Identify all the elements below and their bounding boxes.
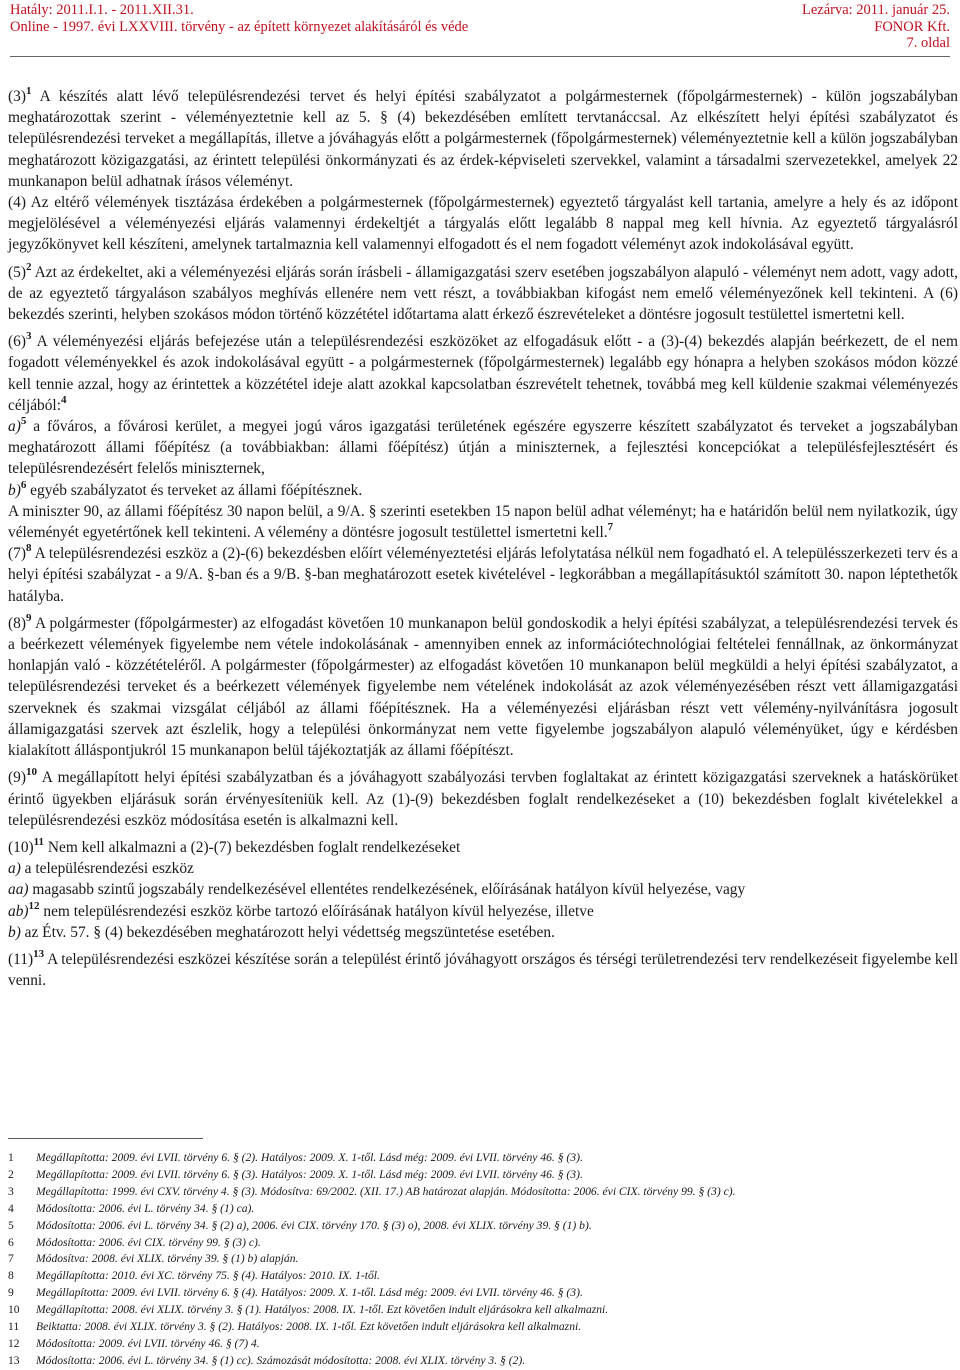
document-body bbox=[8, 86, 958, 991]
paragraph-6: $(6)^3$ A véleményezési eljárás befejezése után a településrendezési eszközöket az elfogadásuk előtt - a (3)-(4) bekezdés alapján beérkezett, de el nem fogadott véleményekkel és azok indokolásával együtt - a polgármesternek (főpolgármesternek) legalább egy hónapra a helyben szokásos módon közzé kell tennie azzal, hogy az érintettek a közzététel ideje alatt azokkal kapcsolatban észrevételt tehetnek, továbbá meg kell küldenie szakmai véleményezés céljából:$^4$ bbox=[8, 330, 958, 414]
footnote-ref[interactable]: 2 bbox=[25, 260, 32, 273]
footnote-item: 4 Módosította: 2006. évi L. törvény 34. § (1) ca). bbox=[8, 1201, 255, 1215]
footnote-item: 10 Megállapította: 2008. évi XLIX. törvény 3. § (1). Hatályos: 2008. IX. 1-től. Ezt követően indult eljárásokra kell alkalmazni. bbox=[8, 1303, 609, 1317]
point-b-10: b) az Étv. 57. § (4) bekezdésében meghatározott helyi védettség megszüntetése esetében. bbox=[8, 923, 555, 941]
point-b: b)$^6$ egyéb szabályzatot és terveket az állami főépítésznek. bbox=[8, 478, 363, 499]
footnote-ref[interactable]: 11 bbox=[33, 835, 45, 848]
paragraph-10: $(10)^{11}$ Nem kell alkalmazni a (2)-(7) bekezdésben foglalt rendelkezéseket bbox=[8, 835, 461, 856]
minister-deadline: A miniszter 90, az állami főépítész 30 napon belül, a 9/A. § szerinti esetekben 15 napon belül adhat véleményt; ha e határidőn belül nem nyilatkozik, úgy véleményét egyetértőnek kell tekinteni. A vélemény a döntésre jogosult testülettel ismertetni kell.$^7$ bbox=[8, 502, 958, 542]
point-aa: aa) magasabb szintű jogszabály rendelkezésével ellentétes rendelkezésének, előírásának hatályon kívül helyezése, vagy bbox=[8, 881, 746, 899]
point-a-10: a) a településrendezési eszköz bbox=[8, 860, 194, 878]
footnote-ref[interactable]: 10 bbox=[25, 766, 37, 779]
point-a: a)$^5$ a főváros, a fővárosi kerület, a megyei jogú város igazgatási területének egészére egyszerre készített szabályzatot és terveket a jogszabályban meghatározott állami főépítész (a továbbiakban: állami főépítész) útján a miniszternek, a fejlesztési koncepciókat a településfejlesztésért és településrendezésért felelős miniszternek, bbox=[8, 415, 958, 478]
footnote-ref[interactable]: 3 bbox=[25, 330, 32, 343]
page-number: 7. oldal bbox=[906, 35, 950, 52]
paragraph-4: (4) Az eltérő vélemények tisztázása érdekében a polgármesternek (főpolgármesternek) egyeztető tárgyalást kell tartania, amelyre a hely és az időpont megjelölésével a véleményezési eljárás valamennyi érdekeltjét a tárgyalás előtt legalább 8 nappal meg kell hívnia. Az egyeztető tárgyalásról jegyzőkönyvet kell készíteni, amelynek tartalmaznia kell valamennyi elfogadott és el nem fogadott véleményt azok indokolásával együtt. bbox=[8, 194, 958, 254]
footnote-item: 8 Megállapította: 2010. évi XC. törvény 75. § (4). Hatályos: 2010. IX. 1-től. bbox=[8, 1269, 380, 1283]
footnote-ref[interactable]: 13 bbox=[33, 947, 45, 960]
law-title: Online - 1997. évi LXXVIII. törvény - az épített környezet alakításáról és véde bbox=[10, 18, 469, 35]
footnote-ref[interactable]: 6 bbox=[20, 478, 27, 491]
paragraph-5: $(5)^2$ Azt az érdekeltet, aki a véleményezési eljárás során írásbeli - államigazgatási szerv esetében jogszabályon alapuló - véleményt nem adott, vagy adott, de az egyeztető tárgyaláson szabályos meghívás ellenére nem vett részt, a továbbiakban kifogást nem emelő véleményezőnek kell tekinteni. A (6) bekezdés szerinti, helyben szokásos módon történő közzététel időtartama alatt érkező észrevételeket a döntésre jogosult testülettel ismertetni kell. bbox=[8, 260, 958, 324]
footnote-ref[interactable]: 12 bbox=[28, 899, 40, 912]
header-divider bbox=[10, 56, 950, 57]
paragraph-8: $(8)^9$ A polgármester (főpolgármester) az elfogadást követően 10 munkanapon belül gondoskodik a helyi építési szabályzat, a településrendezési tervek és a beérkezett vélemények figyelembe nem vétele indokolásának - amennyiben ennek az információtechnológiai feltételei fennállnak, az önkormányzat honlapján való - közzétételéről. A polgármester (főpolgármester) az elfogadást követően 10 munkanapon belül megküldi a helyi építési szabályzatot, a településrendezési terveket és a beérkezett vélemények figyelembe nem vételének indokolását az azok véleményezésében részt vett államigazgatási szerveknek és szakmai vizsgálat céljából az állami főépítésznek. Ha a véleményezési eljárásban részt vett vélemény-nyilvánításra jogosult államigazgatási szervek azt észlelik, hogy a települési önkormányzat nem vette figyelembe jogszabályon alapuló véleményüket, úgy e kérdésben kialakított álláspontjukról 15 munkanapon belül tájékoztatják az állami főépítészt. bbox=[8, 611, 958, 760]
paragraph-9: $(9)^{10}$ A megállapított helyi építési szabályzatban és a jóváhagyott szabályozási tervben foglaltakat az érintett közigazgatási szerveknek a hatáskörüket érintő ügyekben eljárásuk során érvényesíteniük kell. Az (1)-(9) bekezdésben foglalt rendelkezéseket a (10) bekezdésben foglalt kivételekkel a településrendezési eszköz módosítása esetén is alkalmazni kell. bbox=[8, 766, 958, 829]
footnote-item: 6 Módosította: 2006. évi CIX. törvény 99. § (3) c). bbox=[8, 1235, 261, 1249]
footnote-item: 11 Beiktatta: 2008. évi XLIX. törvény 3. § (2). Hatályos: 2008. IX. 1-től. Ezt követően indult eljárásokra kell alkalmazni. bbox=[8, 1320, 582, 1334]
footnote-ref[interactable]: 8 bbox=[25, 542, 32, 555]
footnote-ref[interactable]: 1 bbox=[25, 85, 32, 97]
footnote-ref[interactable]: 5 bbox=[20, 415, 27, 428]
page-header-right bbox=[802, 2, 950, 52]
footnotes bbox=[8, 1150, 958, 1370]
footnote-item: 12 Módosította: 2009. évi LVII. törvény 46. § (7) 4. bbox=[8, 1336, 260, 1350]
footnote-item: 2 Megállapította: 2009. évi LVII. törvény 6. § (3). Hatályos: 2009. X. 1-től. Lásd még: 2009. évi LVII. törvény 46. § (3). bbox=[8, 1167, 583, 1181]
footnote-item: 1 Megállapította: 2009. évi LVII. törvény 6. § (2). Hatályos: 2009. X. 1-től. Lásd még: 2009. évi LVII. törvény 46. § (3). bbox=[8, 1151, 583, 1164]
validity-period: Hatály: 2011.I.1. - 2011.XII.31. bbox=[10, 2, 194, 18]
footnote-ref[interactable]: 4 bbox=[61, 393, 67, 406]
footnote-item: 5 Módosította: 2006. évi L. törvény 34. § (2) a), 2006. évi CIX. törvény 170. § (3) o), 2008. évi XLIX. törvény 39. § (1) b). bbox=[8, 1218, 592, 1232]
footnote-item: 7 Módosítva: 2008. évi XLIX. törvény 39. § (1) b) alapján. bbox=[8, 1252, 299, 1266]
page-header-left bbox=[10, 2, 468, 35]
footnote-divider bbox=[8, 1138, 203, 1139]
publisher-name: FONOR Kft. bbox=[874, 18, 950, 35]
footnote-ref[interactable]: 7 bbox=[607, 521, 614, 534]
footnote-item: 3 Megállapította: 1999. évi CXV. törvény 4. § (3). Módosítva: 69/2002. (XII. 17.) AB határozat alapján. Módosította: 2006. évi CIX. törvény 99. § (3) c). bbox=[8, 1184, 736, 1198]
footnote-item: 9 Megállapította: 2009. évi LVII. törvény 6. § (4). Hatályos: 2009. X. 1-től. Lásd még: 2009. évi LVII. törvény 46. § (3). bbox=[8, 1286, 583, 1300]
paragraph-7: $(7)^8$ A településrendezési eszköz a (2)-(6) bekezdésben előírt véleményeztetési eljárás lefolytatása nélkül nem fogadható el. A településszerkezeti terv és a helyi építési szabályzat - a 9/A. §-ban és a 9/B. §-ban meghatározott esetek kivételével - legkorábban a megállapításuktól számított 30. napon léptethetők hatályba. bbox=[8, 542, 958, 605]
paragraph-3: $(3)^1$ A készítés alatt lévő településrendezési tervet és helyi építési szabályzatot a polgármesternek (főpolgármesternek) - külön jogszabályban meghatározottak szerint - véleményeztetnie kell az 5. § (4) bekezdésében említett tervtanáccsal. Az elkészített helyi építési szabályzatot és településrendezési terveket a megállapítás, illetve a jóváhagyás előtt a polgármesternek (főpolgármesternek) véleményeztetnie kell a külön jogszabályban meghatározott közigazgatási, az érintett települési önkormányzati és az érdek-képviseleti szervekkel, valamint a társadalmi szervezetekkel, amelyek 22 munkanapon belül adhatnak írásos véleményt. bbox=[8, 85, 958, 190]
footnote-item: 13 Módosította: 2006. évi L. törvény 34. § (1) cc). Számozását módosította: 2008. évi XLIX. törvény 3. § (2). bbox=[8, 1353, 526, 1367]
paragraph-11: $(11)^{13}$ A településrendezési eszközei készítése során a települést érintő jóváhagyott országos és térségi területrendezési terv rendelkezéseit figyelembe kell venni. bbox=[8, 947, 958, 990]
footnote-ref[interactable]: 9 bbox=[25, 611, 32, 624]
point-ab: ab)$^{12}$ nem településrendezési eszköz körbe tartozó előírásának hatályon kívül helyezése, illetve bbox=[8, 899, 594, 920]
closing-date: Lezárva: 2011. január 25. bbox=[801, 2, 950, 18]
